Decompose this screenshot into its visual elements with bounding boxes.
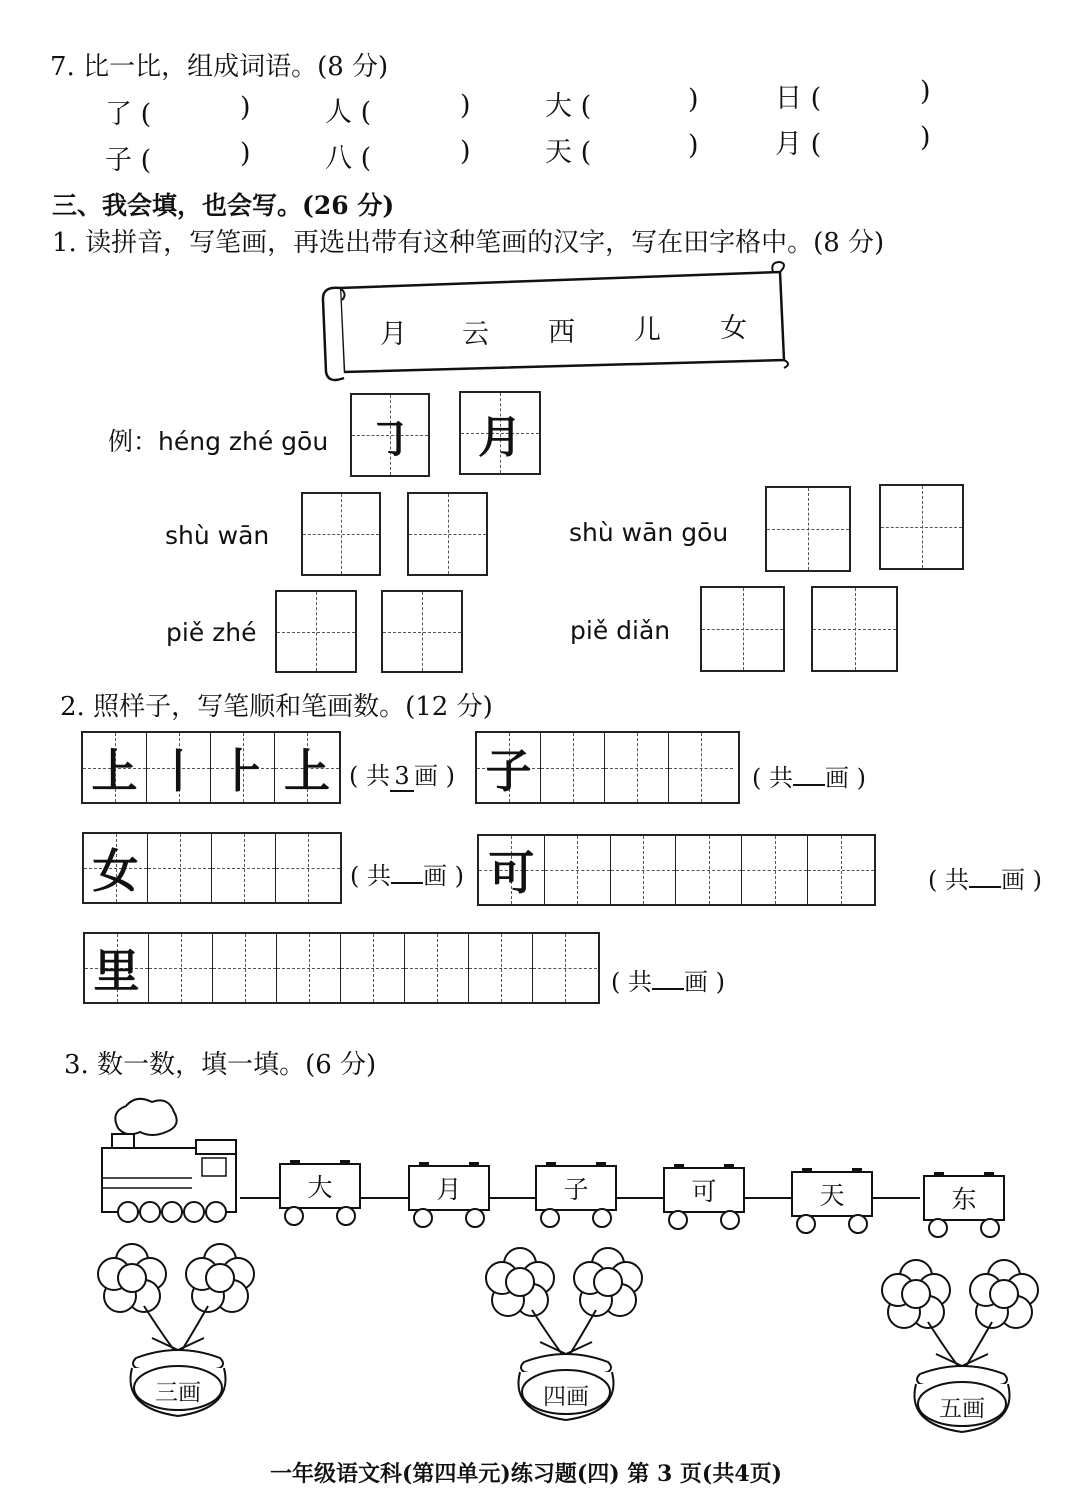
grid-cell[interactable] (605, 733, 669, 802)
q7-close-paren: ) (688, 84, 699, 115)
q7-title: 7. 比一比，组成词语。(8 分) (50, 52, 389, 82)
q7-close-paren: ) (920, 76, 931, 107)
stroke-order-row-ke (477, 834, 876, 906)
flower-pot (876, 1254, 1048, 1443)
char-cell[interactable] (381, 590, 463, 673)
example-stroke-cell: ㇆ (350, 393, 430, 477)
stroke-order-example-row (81, 731, 341, 804)
char-cell[interactable] (811, 586, 898, 672)
scroll-char: 西 (548, 317, 575, 348)
train-car (405, 1160, 493, 1234)
stroke-cell[interactable] (765, 486, 851, 572)
pot-label: 五画 (939, 1396, 985, 1422)
pinyin-label: shù wān (165, 521, 270, 550)
grid-cell: 上 (83, 733, 147, 802)
stroke-cell[interactable] (700, 586, 785, 672)
car-char: 天 (819, 1181, 845, 1210)
grid-cell[interactable] (469, 934, 533, 1002)
grid-cell[interactable] (148, 834, 212, 902)
example-char-cell: 月 (459, 391, 541, 475)
grid-cell[interactable] (405, 934, 469, 1002)
grid-cell[interactable] (541, 733, 605, 802)
grid-cell[interactable] (341, 934, 405, 1002)
grid-cell[interactable] (212, 834, 276, 902)
q3-title: 3. 数一数，填一填。(6 分) (64, 1050, 377, 1080)
car-char: 子 (563, 1175, 589, 1204)
car-char: 东 (951, 1185, 977, 1214)
grid-cell: 里 (85, 934, 149, 1002)
pinyin-label: piě zhé (166, 618, 257, 647)
grid-cell: 上 (275, 733, 339, 802)
char-cell[interactable] (407, 492, 488, 576)
locomotive-icon (96, 1092, 246, 1224)
page-footer: 一年级语文科(第四单元)练习题(四) 第 3 页(共4页) (270, 1461, 783, 1487)
train-car (788, 1166, 876, 1240)
q7-item: 日 ( (775, 83, 822, 114)
stroke-count: ( 共 画 ) (752, 764, 866, 792)
pot-label: 四画 (543, 1384, 589, 1410)
q7-item: 人 ( (325, 97, 372, 128)
grid-cell[interactable] (276, 834, 340, 902)
grid-cell[interactable] (676, 836, 742, 904)
q7-close-paren: ) (240, 138, 251, 169)
stroke-order-row-zi (475, 731, 740, 804)
grid-cell[interactable] (611, 836, 677, 904)
grid-cell[interactable] (149, 934, 213, 1002)
q7-close-paren: ) (460, 136, 471, 167)
grid-cell[interactable] (742, 836, 808, 904)
train-car (920, 1170, 1008, 1244)
grid-cell: 丨 (147, 733, 211, 802)
q7-close-paren: ) (460, 90, 471, 121)
grid-cell[interactable] (545, 836, 611, 904)
scroll-char: 儿 (634, 315, 661, 346)
q7-item: 天 ( (545, 137, 592, 168)
flower-pot (480, 1242, 652, 1431)
scroll-char: 月 (380, 319, 407, 350)
stroke-order-row-li (83, 932, 600, 1004)
grid-cell[interactable] (213, 934, 277, 1002)
pot-label: 三画 (155, 1380, 201, 1406)
grid-cell: 子 (477, 733, 541, 802)
char-cell[interactable] (879, 484, 964, 570)
pinyin-label: piě diǎn (570, 616, 671, 645)
grid-cell[interactable] (533, 934, 597, 1002)
pinyin-label: shù wān gōu (569, 518, 729, 547)
stroke-count: ( 共 画 ) (350, 862, 464, 890)
q1-title: 1. 读拼音，写笔画，再选出带有这种笔画的汉字，写在田字格中。(8 分) (52, 228, 885, 258)
section-title: 三、我会填，也会写。(26 分) (52, 191, 395, 220)
grid-cell: ⺊ (211, 733, 275, 802)
grid-cell: 可 (479, 836, 545, 904)
car-char: 可 (691, 1177, 717, 1206)
grid-cell[interactable] (808, 836, 874, 904)
stroke-cell[interactable] (301, 492, 381, 576)
q2-title: 2. 照样子，写笔顺和笔画数。(12 分) (60, 692, 493, 722)
stroke-count-example: ( 共 3 画 ) (349, 762, 455, 790)
q7-item: 大 ( (545, 91, 592, 122)
stroke-cell[interactable] (275, 590, 357, 673)
example-label: 例：héng zhé gōu (108, 427, 329, 456)
q7-close-paren: ) (920, 122, 931, 153)
q7-item: 子 ( (105, 145, 152, 176)
grid-cell: 女 (84, 834, 148, 902)
car-char: 月 (436, 1175, 462, 1204)
stroke-count: ( 共 画 ) (611, 968, 725, 996)
q7-close-paren: ) (240, 92, 251, 123)
stroke-count: ( 共 画 ) (928, 866, 1042, 894)
q7-close-paren: ) (688, 130, 699, 161)
grid-cell[interactable] (277, 934, 341, 1002)
grid-cell[interactable] (669, 733, 733, 802)
train-car (276, 1158, 364, 1232)
scroll-char: 女 (720, 313, 747, 344)
stroke-order-row-nv (82, 832, 342, 904)
train-car (660, 1162, 748, 1236)
flower-pot (92, 1238, 264, 1427)
q7-item: 八 ( (325, 143, 372, 174)
q7-item: 了 ( (105, 99, 152, 130)
scroll-char: 云 (462, 319, 489, 350)
train-car (532, 1160, 620, 1234)
q7-item: 月 ( (775, 129, 822, 160)
car-char: 大 (307, 1173, 333, 1202)
